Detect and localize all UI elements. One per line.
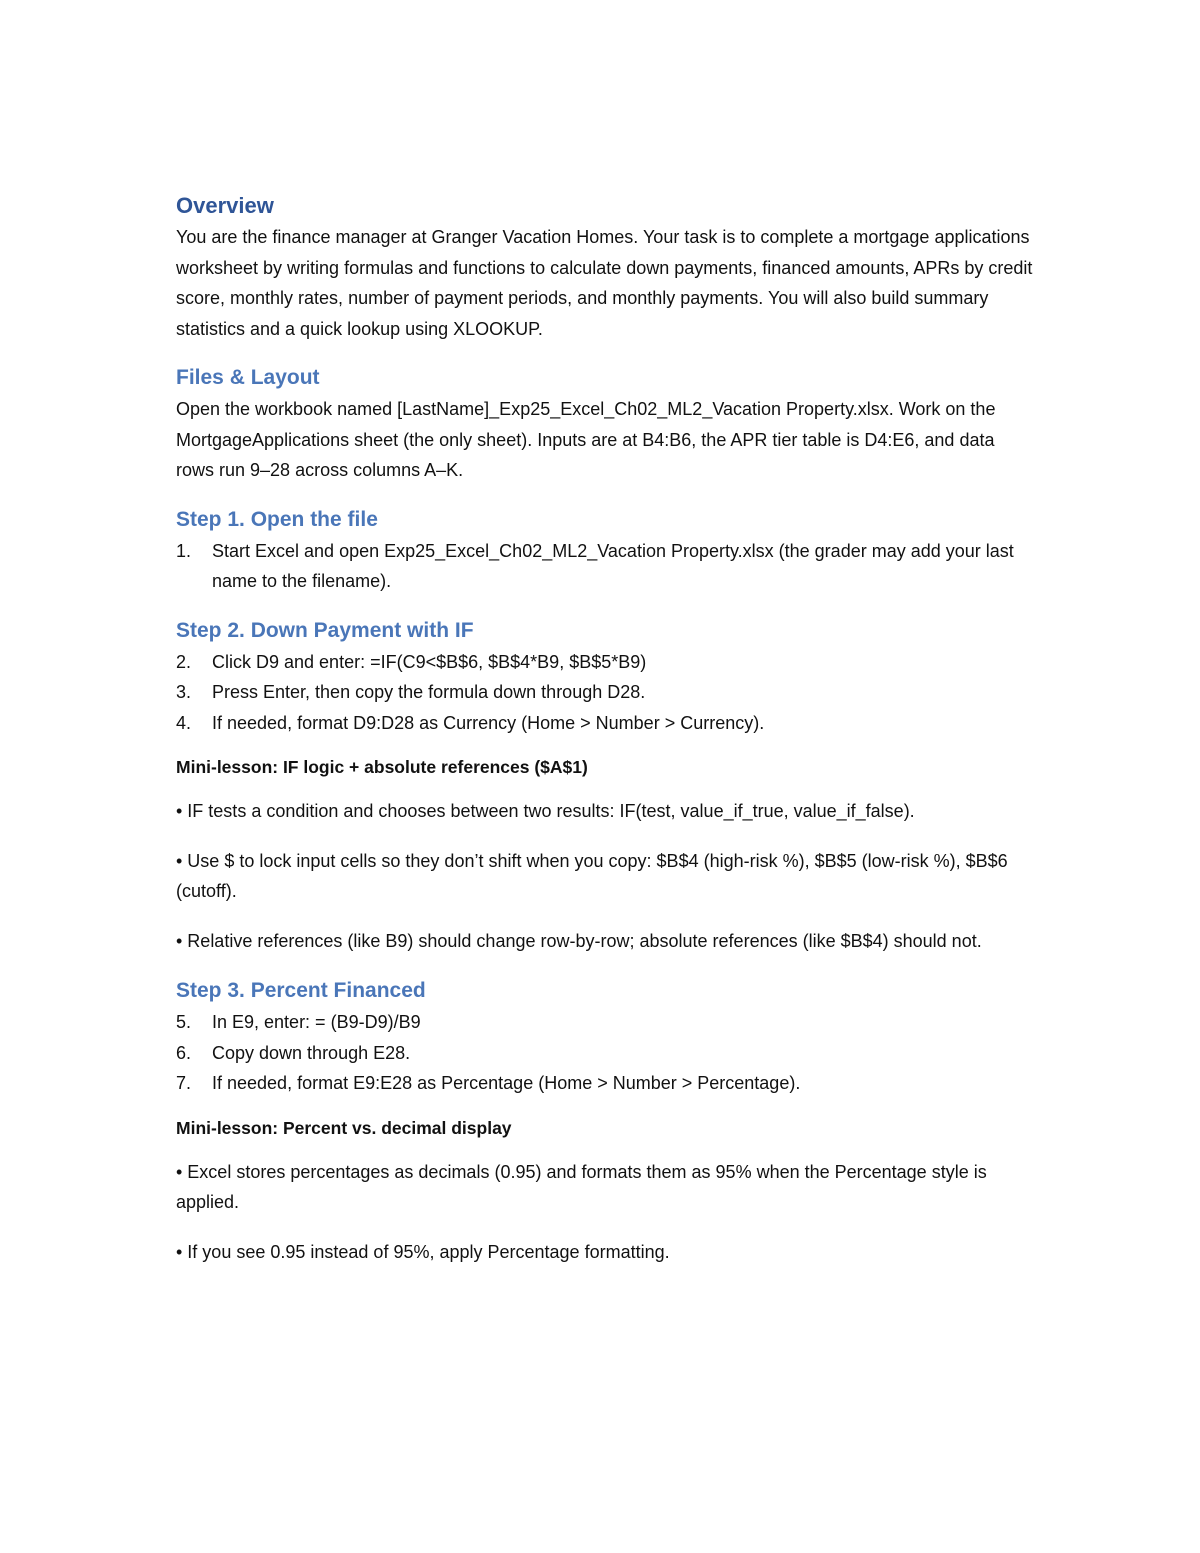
list-item-text: If needed, format E9:E28 as Percentage (Home > Number > Percentage).: [212, 1073, 801, 1093]
list-item: [176, 708, 1036, 739]
step3-section: [176, 975, 1036, 1267]
files-layout-heading: Files & Layout: [176, 366, 320, 389]
step1-list: [176, 536, 1036, 597]
document-page: [176, 190, 1036, 1286]
list-item-text: Copy down through E28.: [212, 1042, 411, 1063]
mini-lesson-title: Mini-lesson: IF logic + absolute references ($A$1): [176, 757, 588, 777]
overview-heading: Overview: [176, 193, 274, 218]
list-item-text: Click D9 and enter: =IF(C9<$B$6, $B$4*B9, $B$5*B9): [212, 651, 647, 672]
list-item: [176, 1007, 1036, 1038]
list-item-number: 5.: [176, 1012, 192, 1032]
bullet-item: • Excel stores percentages as decimals (0.95) and formats them as 95% when the Percentage style is applied.: [176, 1161, 987, 1212]
list-item-text: Start Excel and open Exp25_Excel_Ch02_ML2_Vacation Property.xlsx (the grader may add your last name to the filename).: [212, 540, 1014, 591]
list-item: [176, 647, 1036, 678]
files-layout-section: [176, 362, 1036, 486]
list-item: [176, 1068, 1036, 1099]
files-layout-paragraph: Open the workbook named [LastName]_Exp25_Excel_Ch02_ML2_Vacation Property.xlsx. Work on the MortgageApplications sheet (the only sheet). Inputs are at B4:B6, the APR tier table is D4:E6, and data rows run 9–28 across columns A–K.: [176, 399, 996, 480]
list-item-number: 1.: [176, 540, 192, 561]
list-item: [176, 677, 1036, 708]
list-item-text: Press Enter, then copy the formula down through D28.: [212, 682, 646, 702]
list-item-number: 6.: [176, 1042, 192, 1063]
step3-list: [176, 1007, 1036, 1099]
step1-section: [176, 504, 1036, 597]
bullet-item: • Use $ to lock input cells so they don’t shift when you copy: $B$4 (high-risk %), $B$5 (low-risk %), $B$6 (cutoff).: [176, 850, 1008, 901]
list-item-text: If needed, format D9:D28 as Currency (Home > Number > Currency).: [212, 712, 765, 733]
mini-lesson-title: Mini-lesson: Percent vs. decimal display: [176, 1117, 512, 1138]
list-item-number: 4.: [176, 712, 192, 733]
step1-heading: Step 1. Open the file: [176, 507, 378, 531]
bullet-item: • If you see 0.95 instead of 95%, apply Percentage formatting.: [176, 1241, 670, 1262]
list-item-number: 3.: [176, 682, 192, 702]
overview-paragraph: You are the finance manager at Granger Vacation Homes. Your task is to complete a mortgage applications worksheet by writing formulas and functions to calculate down payments, financed amounts, APRs by credit score, monthly rates, number of payment periods, and monthly payments. You will also build summary statistics and a quick lookup using XLOOKUP.: [176, 227, 1033, 339]
list-item-number: 2.: [176, 651, 192, 672]
step2-list: [176, 647, 1036, 739]
bullet-item: • Relative references (like B9) should change row-by-row; absolute references (like $B$4) should not.: [176, 930, 982, 951]
list-item-text: In E9, enter: = (B9-D9)/B9: [212, 1012, 421, 1032]
list-item-number: 7.: [176, 1073, 192, 1093]
list-item: [176, 536, 1036, 597]
step3-heading: Step 3. Percent Financed: [176, 979, 426, 1002]
step2-heading: Step 2. Down Payment with IF: [176, 618, 474, 642]
step2-section: [176, 615, 1036, 957]
list-item: [176, 1038, 1036, 1069]
bullet-item: • IF tests a condition and chooses between two results: IF(test, value_if_true, value_if_false).: [176, 801, 915, 821]
overview-section: [176, 190, 1036, 344]
